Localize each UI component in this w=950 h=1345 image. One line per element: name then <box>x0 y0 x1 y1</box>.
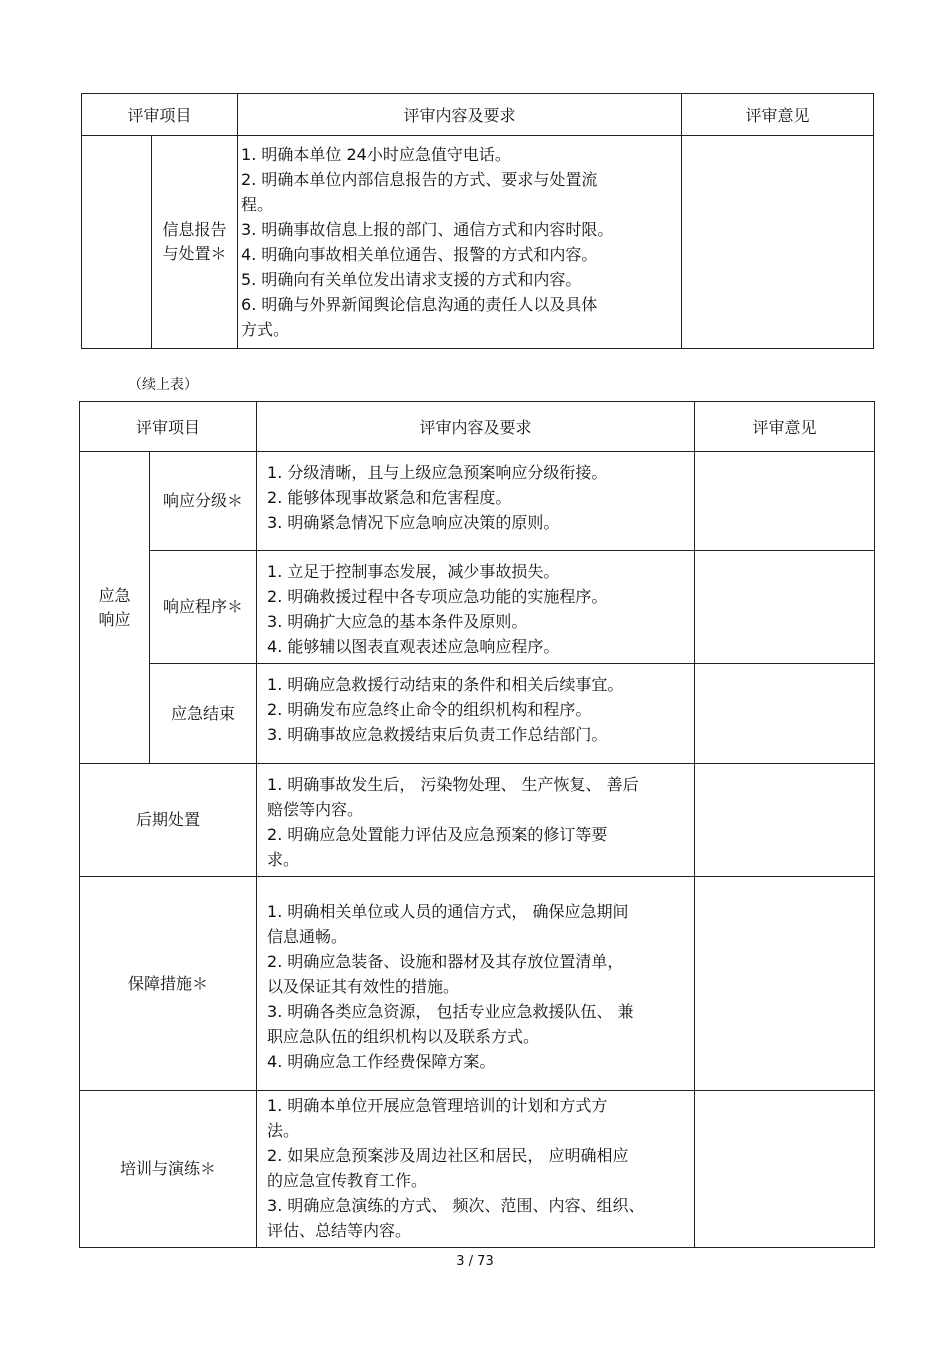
table-row <box>80 764 875 877</box>
table-header-row <box>82 94 874 136</box>
item-content-response-procedure: 1. 立足于控制事态发展，减少事故损失。 2. 明确救援过程中各专项应急功能的实施程序。 3. 明确扩大应急的基本条件及原则。 4. 能够辅以图表直观表述应急响应程序。 <box>257 551 695 664</box>
item-content-response-grading: 1. 分级清晰，且与上级应急预案响应分级衔接。 2. 能够体现事故紧急和危害程度。 3. 明确紧急情况下应急响应决策的原则。 <box>257 452 695 551</box>
table-header-row <box>80 402 875 452</box>
table-row <box>80 1091 875 1248</box>
review-table-part1 <box>81 93 874 349</box>
opinion-cell <box>695 1091 875 1248</box>
header-review-content: 评审内容及要求 <box>238 94 682 136</box>
opinion-cell <box>695 664 875 764</box>
item-name-info-report: 信息报告 与处置＊ <box>152 136 238 349</box>
group-cell-empty <box>82 136 152 349</box>
opinion-cell <box>695 877 875 1091</box>
table-row <box>80 877 875 1091</box>
continued-label: （续上表） <box>128 377 198 393</box>
header-review-opinion: 评审意见 <box>695 402 875 452</box>
opinion-cell <box>695 452 875 551</box>
page-number: 3 / 73 <box>456 1254 494 1269</box>
item-content-safeguard-measures: 1. 明确相关单位或人员的通信方式， 确保应急期间 信息通畅。 2. 明确应急装备、设施和器材及其存放位置清单， 以及保证其有效性的措施。 3. 明确各类应急资源， 包括专业应急救援队伍、 兼 职应急队伍的组织机构以及联系方式。 4. 明确应急工作经费保障方案。 <box>257 877 695 1091</box>
table-row <box>80 551 875 664</box>
header-review-item: 评审项目 <box>80 402 257 452</box>
header-review-opinion: 评审意见 <box>682 94 874 136</box>
item-content-training-drills: 1. 明确本单位开展应急管理培训的计划和方式方 法。 2. 如果应急预案涉及周边社区和居民， 应明确相应 的应急宣传教育工作。 3. 明确应急演练的方式、 频次、范围、内容、组织、 评估、总结等内容。 <box>257 1091 695 1248</box>
item-content-emergency-end: 1. 明确应急救援行动结束的条件和相关后续事宜。 2. 明确发布应急终止命令的组织机构和程序。 3. 明确事故应急救援结束后负责工作总结部门。 <box>257 664 695 764</box>
item-name-safeguard-measures: 保障措施＊ <box>80 877 257 1091</box>
item-name-response-grading: 响应分级＊ <box>150 452 257 551</box>
table-row <box>80 664 875 764</box>
group-emergency-response: 应急 响应 <box>80 452 150 764</box>
item-name-training-drills: 培训与演练＊ <box>80 1091 257 1248</box>
opinion-cell <box>695 764 875 877</box>
table-row <box>82 136 874 349</box>
item-content-post-disposal: 1. 明确事故发生后， 污染物处理、 生产恢复、 善后 赔偿等内容。 2. 明确应急处置能力评估及应急预案的修订等要 求。 <box>257 764 695 877</box>
item-name-response-procedure: 响应程序＊ <box>150 551 257 664</box>
opinion-cell <box>682 136 874 349</box>
item-name-post-disposal: 后期处置 <box>80 764 257 877</box>
item-name-emergency-end: 应急结束 <box>150 664 257 764</box>
item-content-info-report: 1. 明确本单位 24小时应急值守电话。 2. 明确本单位内部信息报告的方式、要求与处置流 程。 3. 明确事故信息上报的部门、通信方式和内容时限。 4. 明确向事故相关单位通告、报警的方式和内容。 5. 明确向有关单位发出请求支援的方式和内容。 6. 明确与外界新闻舆论信息沟通的责任人以及具体 方式。 <box>238 136 682 349</box>
review-table-part2 <box>79 401 875 1248</box>
header-review-item: 评审项目 <box>82 94 238 136</box>
table-row <box>80 452 875 551</box>
opinion-cell <box>695 551 875 664</box>
header-review-content: 评审内容及要求 <box>257 402 695 452</box>
